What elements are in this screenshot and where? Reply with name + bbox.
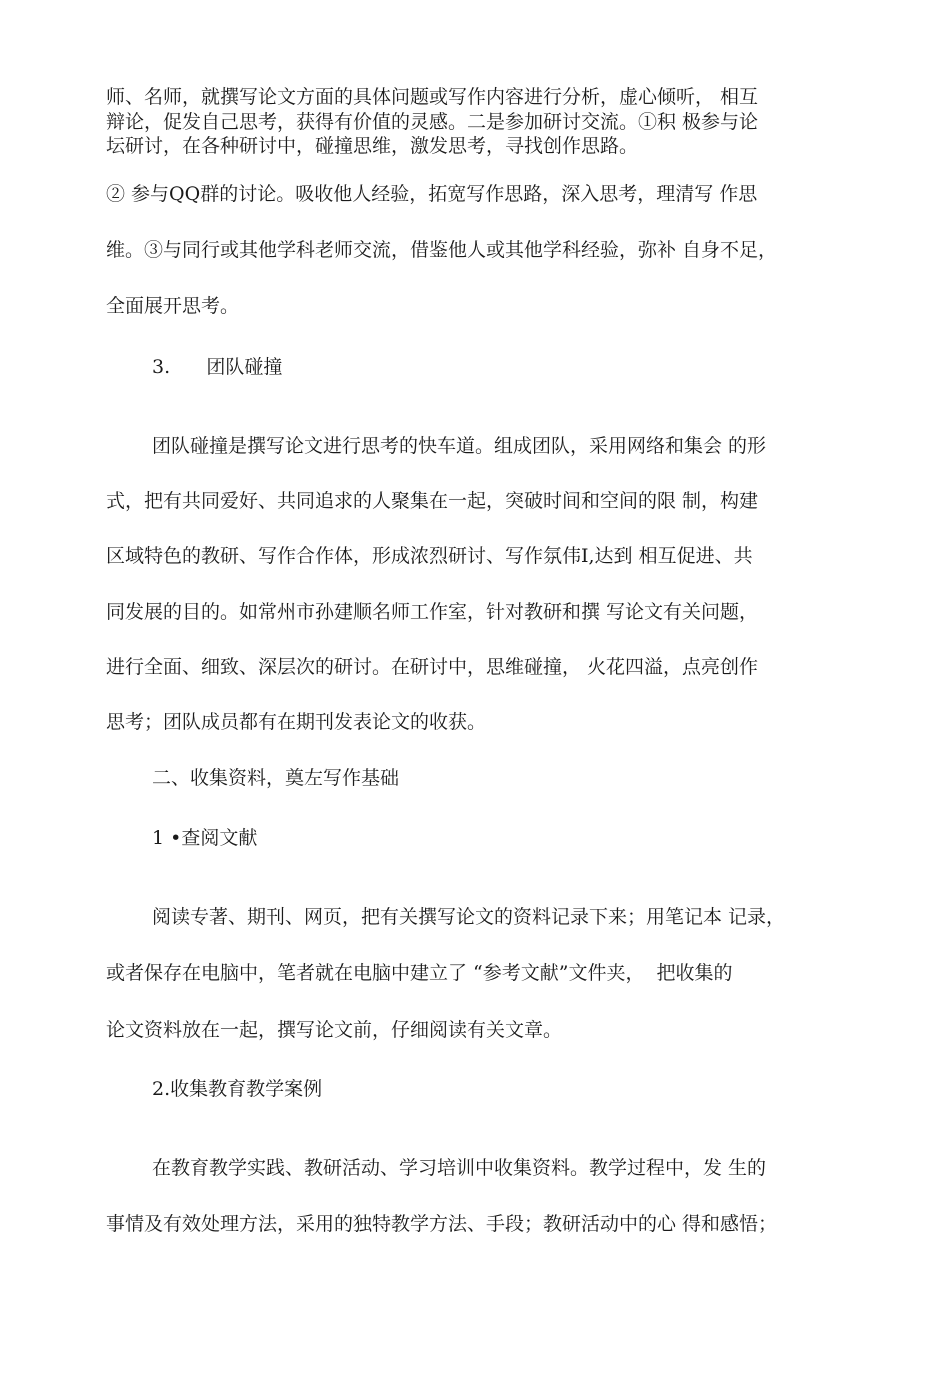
text-line: 师、名师，就撰写论文方面的具体问题或写作内容进行分析，虚心倾听， 相互 (106, 86, 759, 108)
text-line: ② 参与QQ群的讨论。吸收他人经验，拓宽写作思路，深入思考，理清写 作思 (106, 183, 758, 205)
text-line: 全面展开思考。 (106, 295, 240, 317)
text-line: 阅读专著、期刊、网页，把有关撰写论文的资料记录下来；用笔记本 记录， (152, 906, 786, 928)
text-line: 辩论，促发自己思考，获得有价值的灵感。二是参加研讨交流。①积 极参与论 (106, 111, 759, 133)
text-line: 区域特色的教研、写作合作体，形成浓烈研讨、写作氛伟I,达到 相互促进、共 (106, 545, 753, 567)
text-line: 同发展的目的。如常州市孙建顺名师工作室，针对教研和撰 写论文有关问题， (106, 601, 759, 623)
text-line: 进行全面、细致、深层次的研讨。在研讨中，思维碰撞， 火花四溢，点亮创作 (106, 656, 759, 678)
text-line: 团队碰撞是撰写论文进行思考的快车道。组成团队，采用网络和集会 的形 (152, 435, 767, 457)
text-line: 在教育教学实践、教研活动、学习培训中收集资料。教学过程中，发 生的 (152, 1157, 767, 1179)
text-line: 事情及有效处理方法，采用的独特教学方法、手段；教研活动中的心 得和感悟； (106, 1213, 778, 1235)
text-line: 思考；团队成员都有在期刊发表论文的收获。 (106, 711, 487, 733)
section-heading-two: 二、收集资料，奠左写作基础 (152, 767, 400, 789)
text-line: 式，把有共同爱好、共同追求的人聚集在一起，突破时间和空间的限 制，构建 (106, 490, 759, 512)
subheading-literature: 1 •查阅文献 (152, 827, 258, 849)
text-line: 坛研讨，在各种研讨中，碰撞思维，激发思考，寻找创作思路。 (106, 135, 639, 157)
text-line: 维。③与同行或其他学科老师交流，借鉴他人或其他学科经验，弥补 自身不足， (106, 239, 778, 261)
section-heading-team: 3. 团队碰撞 (152, 356, 283, 378)
text-line: 论文资料放在一起，撰写论文前，仔细阅读有关文章。 (106, 1019, 563, 1041)
subheading-cases: 2.收集教育教学案例 (152, 1078, 323, 1100)
text-line: 或者保存在电脑中，笔者就在电脑中建立了 “参考文献”文件夹， 把收集的 (106, 962, 733, 984)
